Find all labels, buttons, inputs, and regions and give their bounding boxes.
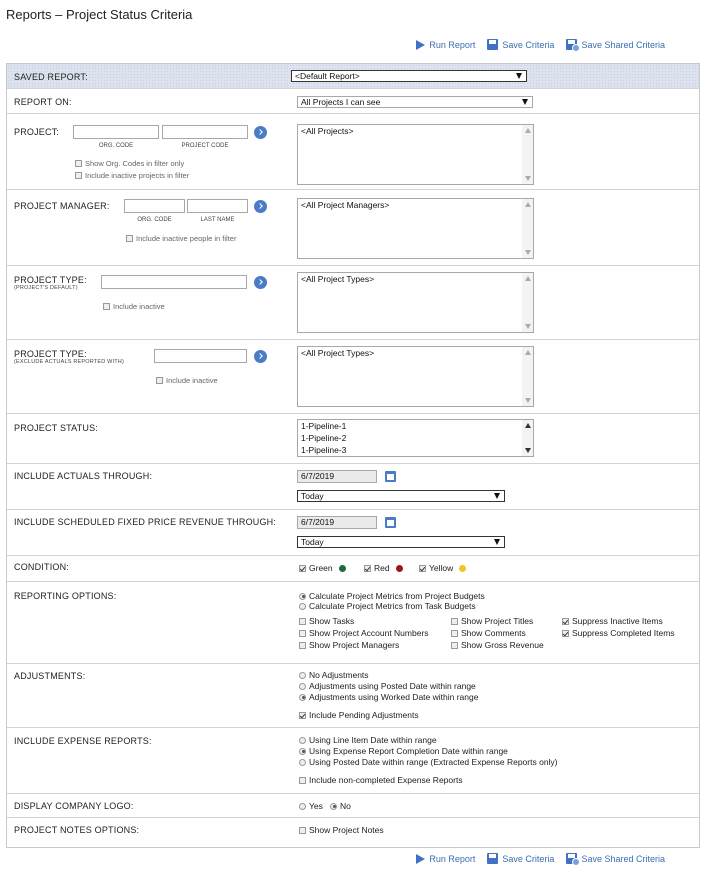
logo-yes-radio[interactable]: Yes (299, 801, 323, 811)
list-item[interactable]: <All Project Types> (301, 274, 375, 284)
project-label: PROJECT: (14, 127, 60, 137)
project-org-code-input[interactable] (73, 125, 159, 139)
scrollbar[interactable] (522, 273, 533, 332)
include-scheduled-row (7, 510, 699, 556)
calc-task-budgets-radio[interactable]: Calculate Project Metrics from Task Budgets (299, 601, 476, 611)
pm-last-name-input[interactable] (187, 199, 248, 213)
show-tasks-checkbox[interactable]: Show Tasks (299, 616, 354, 626)
project-notes-row (7, 818, 699, 849)
floppy-icon (487, 853, 498, 864)
pm-org-code-input[interactable] (124, 199, 185, 213)
condition-red-checkbox[interactable]: Red (364, 563, 403, 573)
include-pending-adjustments-checkbox[interactable]: Include Pending Adjustments (299, 710, 419, 720)
org-code-caption: ORG. CODE (98, 143, 134, 149)
scrollbar[interactable] (522, 199, 533, 258)
yellow-dot-icon (459, 565, 466, 572)
project-status-label: PROJECT STATUS: (14, 423, 99, 433)
suppress-completed-checkbox[interactable]: Suppress Completed Items (562, 628, 675, 638)
run-report-button[interactable]: Run Report (416, 854, 475, 864)
list-item[interactable]: <All Projects> (301, 126, 354, 136)
expense-posted-radio[interactable]: Using Posted Date within range (Extracted Expense Reports only) (299, 757, 558, 767)
actuals-period-select[interactable]: Today (297, 490, 505, 502)
include-scheduled-label: INCLUDE SCHEDULED FIXED PRICE REVENUE THROUGH: (14, 517, 277, 527)
project-manager-listbox[interactable] (297, 198, 534, 259)
list-item[interactable]: 1-Pipeline-3 (301, 445, 347, 455)
red-dot-icon (396, 565, 403, 572)
shared-floppy-icon (566, 39, 577, 50)
shared-floppy-icon (566, 853, 577, 864)
scrollbar[interactable] (522, 125, 533, 184)
list-item[interactable]: 1-Pipeline-1 (301, 421, 347, 431)
expense-completion-radio[interactable]: Using Expense Report Completion Date within range (299, 746, 508, 756)
project-search-icon[interactable] (254, 126, 267, 139)
reporting-options-label: REPORTING OPTIONS: (14, 591, 117, 601)
project-type-label: PROJECT TYPE: (14, 349, 87, 359)
no-adjustments-radio[interactable]: No Adjustments (299, 670, 369, 680)
condition-green-checkbox[interactable]: Green (299, 563, 346, 573)
calc-project-budgets-radio[interactable]: Calculate Project Metrics from Project Budgets (299, 591, 485, 601)
show-project-notes-checkbox[interactable]: Show Project Notes (299, 825, 384, 835)
saved-report-label: SAVED REPORT: (14, 72, 88, 82)
scheduled-date-input[interactable]: 6/7/2019 (297, 516, 377, 529)
expense-reports-row (7, 728, 699, 794)
top-actions (416, 39, 665, 50)
saved-report-select[interactable]: <Default Report> (291, 70, 527, 82)
page-title: Reports – Project Status Criteria (6, 7, 193, 22)
project-type-sublabel: (EXCLUDE ACTUALS REPORTED WITH) (14, 359, 125, 365)
run-report-button[interactable]: Run Report (416, 40, 475, 50)
project-manager-row (7, 190, 699, 266)
chevron-down-icon (494, 539, 500, 545)
project-notes-label: PROJECT NOTES OPTIONS: (14, 825, 140, 835)
report-on-select[interactable]: All Projects I can see (297, 96, 533, 108)
save-shared-criteria-button[interactable]: Save Shared Criteria (566, 39, 665, 50)
project-type-search-icon[interactable] (254, 276, 267, 289)
adjustments-posted-radio[interactable]: Adjustments using Posted Date within range (299, 681, 476, 691)
project-row (7, 114, 699, 190)
floppy-icon (487, 39, 498, 50)
include-actuals-row (7, 464, 699, 510)
green-dot-icon (339, 565, 346, 572)
save-shared-criteria-button[interactable]: Save Shared Criteria (566, 853, 665, 864)
actuals-date-input[interactable]: 6/7/2019 (297, 470, 377, 483)
calendar-icon[interactable] (385, 517, 396, 528)
report-on-label: REPORT ON: (14, 97, 72, 107)
company-logo-row (7, 794, 699, 818)
logo-no-radio[interactable]: No (330, 801, 351, 811)
reporting-options-row (7, 582, 699, 664)
list-item[interactable]: 1-Pipeline-2 (301, 433, 347, 443)
expense-line-item-radio[interactable]: Using Line Item Date within range (299, 735, 437, 745)
include-actuals-label: INCLUDE ACTUALS THROUGH: (14, 471, 153, 481)
save-criteria-button[interactable]: Save Criteria (487, 39, 554, 50)
project-type-exclude-search-icon[interactable] (254, 350, 267, 363)
calendar-icon[interactable] (385, 471, 396, 482)
project-type-default-row (7, 266, 699, 340)
project-type-sublabel: (PROJECT'S DEFAULT) (14, 285, 78, 291)
scrollbar[interactable] (522, 347, 533, 406)
org-code-caption: ORG. CODE (137, 217, 172, 223)
show-project-managers-checkbox[interactable]: Show Project Managers (299, 640, 399, 650)
show-org-codes-checkbox[interactable]: Show Org. Codes in filter only (75, 159, 184, 168)
project-type-default-input[interactable] (101, 275, 247, 289)
adjustments-row (7, 664, 699, 728)
project-code-caption: PROJECT CODE (181, 143, 229, 149)
chevron-down-icon (494, 493, 500, 499)
show-comments-checkbox[interactable]: Show Comments (451, 628, 526, 638)
project-listbox[interactable] (297, 124, 534, 185)
scheduled-period-select[interactable]: Today (297, 536, 505, 548)
condition-row (7, 556, 699, 582)
show-gross-revenue-checkbox[interactable]: Show Gross Revenue (451, 640, 544, 650)
expense-reports-label: INCLUDE EXPENSE REPORTS: (14, 736, 152, 746)
saved-report-row (7, 64, 699, 89)
project-type-exclude-input[interactable] (154, 349, 247, 363)
pm-search-icon[interactable] (254, 200, 267, 213)
list-item[interactable]: <All Project Managers> (301, 200, 390, 210)
project-type-exclude-include-inactive-checkbox[interactable]: Include inactive (156, 376, 218, 385)
bottom-actions (416, 853, 665, 864)
play-icon (416, 854, 425, 864)
condition-yellow-checkbox[interactable]: Yellow (419, 563, 466, 573)
chevron-down-icon (522, 99, 528, 105)
scrollbar[interactable] (522, 420, 533, 456)
include-inactive-projects-checkbox[interactable]: Include inactive projects in filter (75, 171, 189, 180)
project-code-input[interactable] (162, 125, 248, 139)
criteria-form (6, 63, 700, 848)
save-criteria-button[interactable]: Save Criteria (487, 853, 554, 864)
project-type-exclude-row (7, 340, 699, 414)
show-project-titles-checkbox[interactable]: Show Project Titles (451, 616, 533, 626)
suppress-inactive-checkbox[interactable]: Suppress Inactive Items (562, 616, 663, 626)
project-type-include-inactive-checkbox[interactable]: Include inactive (103, 302, 165, 311)
list-item[interactable]: <All Project Types> (301, 348, 375, 358)
project-type-default-listbox[interactable] (297, 272, 534, 333)
include-inactive-people-checkbox[interactable]: Include inactive people in filter (126, 234, 236, 243)
project-type-label: PROJECT TYPE: (14, 275, 87, 285)
project-manager-label: PROJECT MANAGER: (14, 201, 110, 211)
company-logo-label: DISPLAY COMPANY LOGO: (14, 801, 134, 811)
project-type-exclude-listbox[interactable] (297, 346, 534, 407)
project-status-listbox[interactable] (297, 419, 534, 457)
condition-label: CONDITION: (14, 562, 69, 572)
include-non-completed-checkbox[interactable]: Include non-completed Expense Reports (299, 775, 463, 785)
show-account-numbers-checkbox[interactable]: Show Project Account Numbers (299, 628, 429, 638)
report-on-row (7, 89, 699, 114)
adjustments-label: ADJUSTMENTS: (14, 671, 86, 681)
chevron-down-icon (516, 73, 522, 79)
project-status-row (7, 414, 699, 464)
last-name-caption: LAST NAME (200, 217, 235, 223)
adjustments-worked-radio[interactable]: Adjustments using Worked Date within range (299, 692, 478, 702)
play-icon (416, 40, 425, 50)
